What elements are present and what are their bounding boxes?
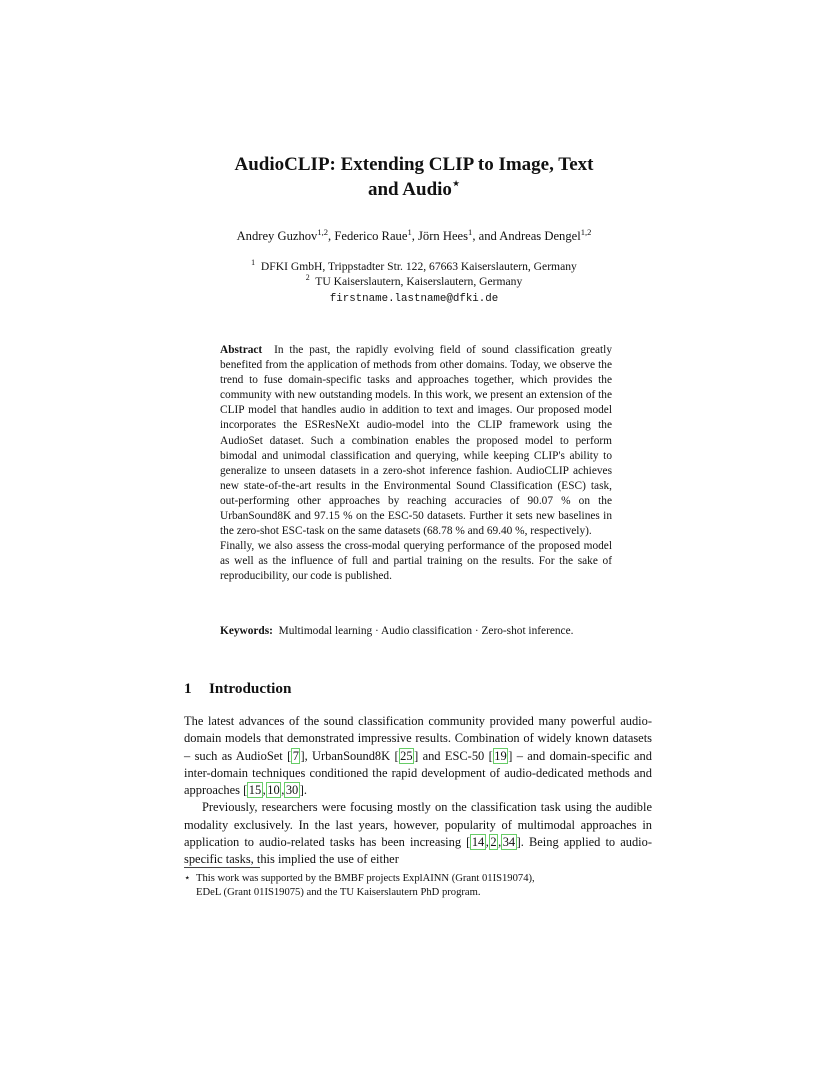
citation-link[interactable]: 30 xyxy=(285,783,299,798)
intro-text: . Being applied to audio-specific tasks, this implied the use of either xyxy=(184,835,653,867)
affiliation-text: DFKI GmbH, Trippstadter Str. 122, 67663 Kaiserslautern, Germany xyxy=(260,260,577,273)
affiliation-2 xyxy=(120,274,708,289)
citation-link[interactable]: 34 xyxy=(502,835,516,850)
title-footnote-mark[interactable]: ⋆ xyxy=(451,175,461,191)
footnote-rule xyxy=(184,867,260,868)
author-separator: , xyxy=(328,229,335,243)
author-list xyxy=(120,226,708,244)
abstract-text-2: Finally, we also assess the cross-modal querying performance of the proposed model as well as the influence of full and partial training on the results. For the sake of reproducibility, our code is published. xyxy=(220,540,612,583)
arxiv-stamp xyxy=(18,258,52,736)
author-separator: , and xyxy=(472,229,500,243)
section-number: 1 xyxy=(184,680,192,697)
affiliation-text: TU Kaiserslautern, Kaiserslautern, Germany xyxy=(315,275,523,288)
title-line-2: and Audio xyxy=(367,179,452,200)
footnote-text: EDeL (Grant 01IS19075) and the TU Kaiserslautern PhD program. xyxy=(196,887,481,898)
author-affiliation-mark: 1,2 xyxy=(317,226,329,237)
author-separator: , xyxy=(411,229,419,243)
footnote-text: This work was supported by the BMBF projects ExplAINN (Grant 01IS19074), xyxy=(196,873,535,884)
section-title: Introduction xyxy=(209,680,292,697)
abstract-text: In the past, the rapidly evolving field of sound classification greatly benefited from the application of methods from other domains. Today, we observe the trend to fuse domain-specific tasks and approaches together, which provides the community with new outstanding models. In this work, we present an extension of the CLIP model that handles audio in addition to text and images. Our proposed model incorporates the ESResNeXt audio-model into the CLIP framework using the AudioSet dataset. Such a combination enables the proposed model to perform bimodal and unimodal classification and querying, while keeping CLIP's ability to generalize to unseen datasets in a zero-shot inference fashion. AudioCLIP achieves new state-of-the-art results in the Environmental Sound Classification (ESC) task, out-performing other approaches by reaching accuracies of 90.07 % on the UrbanSound8K and 97.15 % on the ESC-50 datasets. Further it sets new baselines in the zero-shot ESC-task on the same datasets (68.78 % and 69.40 %, respectively). xyxy=(220,344,613,538)
intro-text: Previously, researchers were focusing mostly on the classification task using the audible modality exclusively. In the last years, however, popularity of multimodal approaches in application to audio-related tasks has been increasing xyxy=(184,800,652,850)
author-name: Andreas Dengel xyxy=(499,229,581,243)
keywords-text: Multimodal learning · Audio classification · Zero-shot inference. xyxy=(278,625,574,637)
citation-link[interactable]: 15 xyxy=(248,783,262,798)
author-email[interactable] xyxy=(120,290,708,307)
intro-text: . xyxy=(303,783,308,798)
paper-title xyxy=(120,152,708,202)
author-affiliation-mark: 1,2 xyxy=(580,226,592,237)
abstract-label: Abstract xyxy=(220,344,263,356)
keywords-label: Keywords: xyxy=(220,625,273,637)
citation-link[interactable]: 19 xyxy=(494,748,507,763)
footnote xyxy=(184,872,652,900)
intro-paragraph-1: The latest advances of the sound classification community provided many powerful audio-domain models that demonstrated impressive results. Combination of widely known datasets – such as AudioSet [ 7 ], UrbanSound8K [ 25 ] and ESC-50 [ 19 ] – and domain-specific and inter-domain techniques conditioned the rapid development of audio-dedicated methods and approaches [ 15 , 10 , 30 ]. xyxy=(184,714,652,798)
section-heading xyxy=(184,680,291,698)
footnote-mark: ⋆ xyxy=(184,873,191,884)
introduction-body xyxy=(184,713,652,869)
author-name: Federico Raue xyxy=(334,229,408,243)
citation-link[interactable]: 14 xyxy=(471,835,485,850)
intro-text: , UrbanSound8K xyxy=(304,748,395,763)
author-name: Andrey Guzhov xyxy=(236,229,318,243)
intro-text: and ESC-50 xyxy=(418,748,489,763)
author-affiliation-mark: 1 xyxy=(407,226,412,237)
affiliation-mark: 1 xyxy=(251,258,256,268)
citation-link[interactable]: 2 xyxy=(490,835,497,850)
intro-paragraph-2: Previously, researchers were focusing mostly on the classification task using the audible modality exclusively. In the last years, however, popularity of multimodal approaches in application to audio-related tasks has been increasing [ 14 , 2 , 34 ]. Being applied to audio-specific tasks, this implied the use of either xyxy=(184,800,653,867)
author-affiliation-mark: 1 xyxy=(468,226,473,237)
affiliation-1 xyxy=(120,259,708,274)
affiliation-mark: 2 xyxy=(305,273,310,283)
keywords xyxy=(220,624,612,639)
title-line-1: AudioCLIP: Extending CLIP to Image, Text xyxy=(234,154,594,175)
citation-link[interactable]: 10 xyxy=(267,783,280,798)
intro-text: – and domain-specific and inter-domain techniques conditioned the rapid development of audio-dedicated methods and approaches xyxy=(184,748,652,798)
citation-link[interactable]: 7 xyxy=(292,748,299,763)
author-name: Jörn Hees xyxy=(418,229,469,243)
citation-link[interactable]: 25 xyxy=(400,748,413,763)
abstract xyxy=(220,343,612,585)
email-text[interactable]: firstname.lastname@dfki.de xyxy=(329,293,499,305)
intro-text: The latest advances of the sound classification community provided many powerful audio-domain models that demonstrated impressive results. Combination of widely known datasets – such as AudioSet xyxy=(184,714,652,763)
